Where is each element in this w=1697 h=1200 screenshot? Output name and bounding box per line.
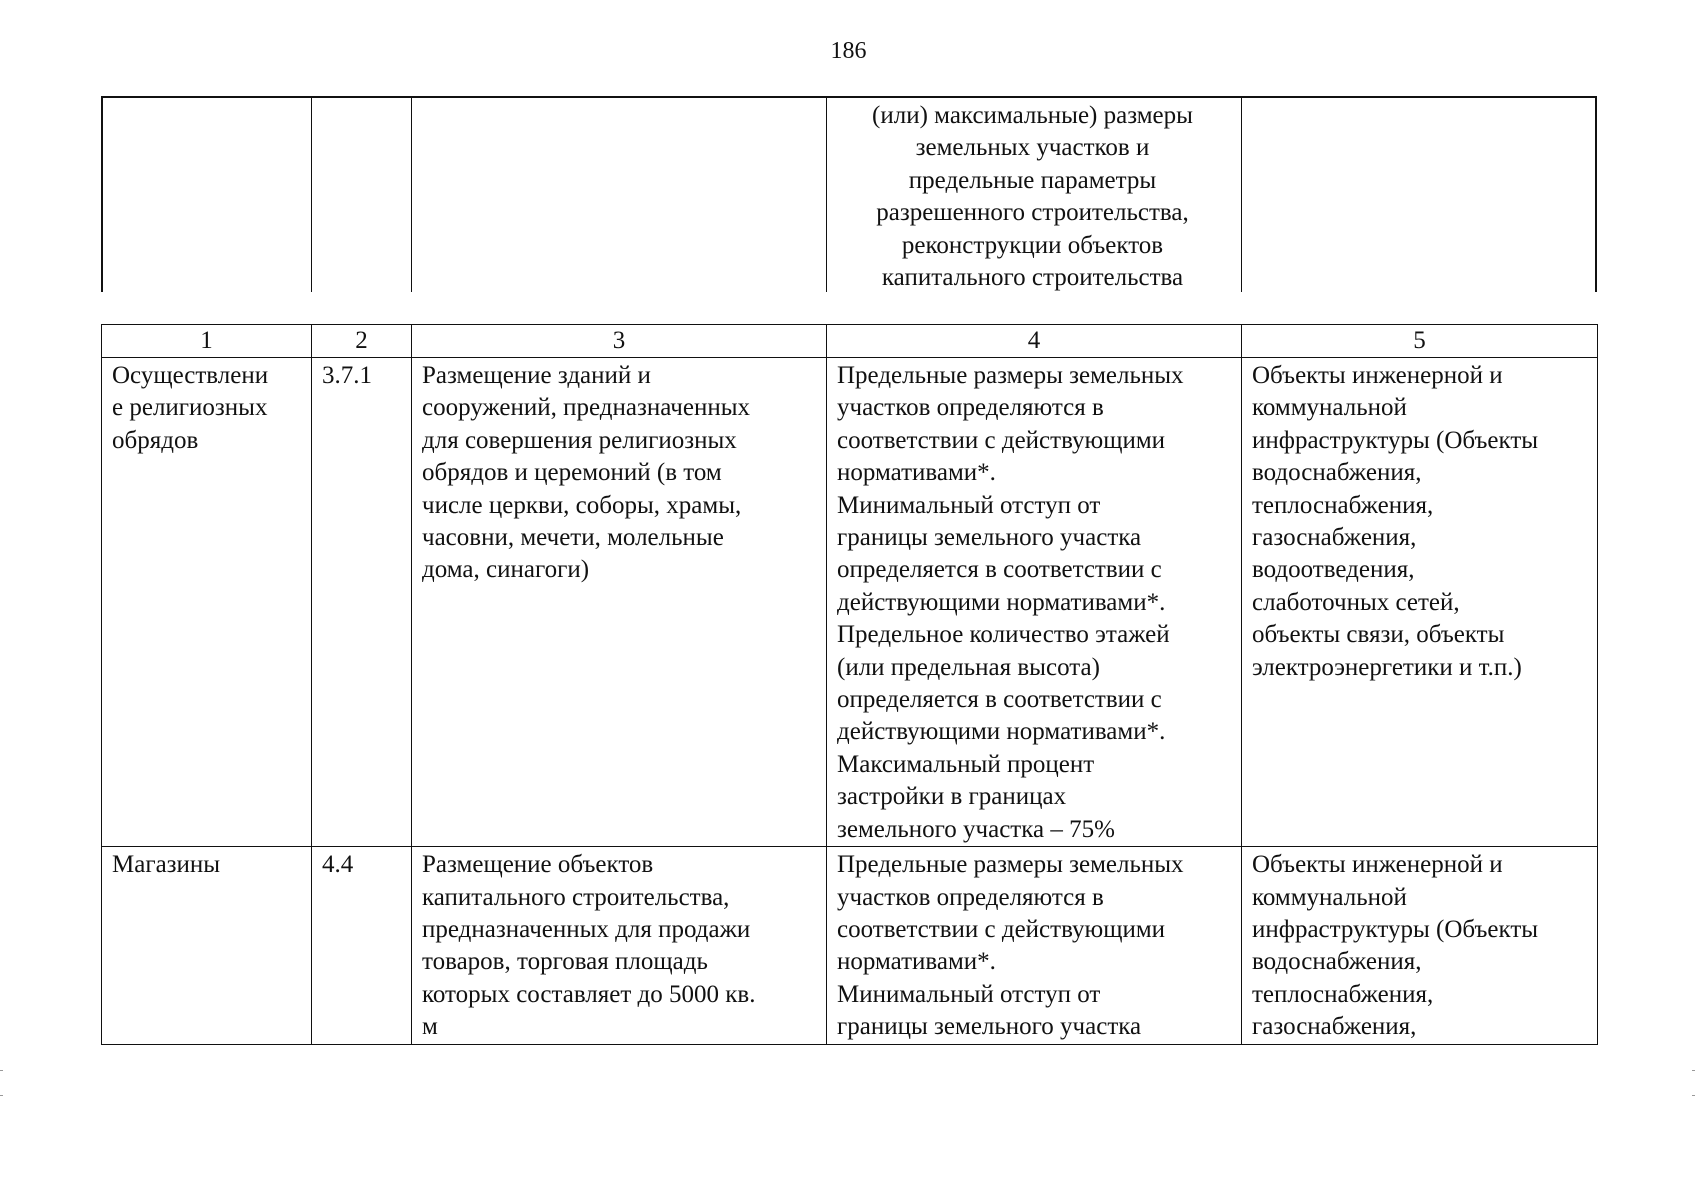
column-divider bbox=[411, 98, 412, 292]
scan-edge-mark bbox=[1692, 1070, 1695, 1096]
use-type-code: 4.4 bbox=[312, 847, 412, 1044]
construction-parameters: Предельные размеры земельных участков определяются в соответствии с действующими нормативами*. Минимальный отступ от границы земельного участка определяется в соответствии с действующими нормативами*. Предельное количество этажей (или предельная высота) определяется в соответствии с действующими нормативами*. Максимальный процент застройки в границах земельного участка – 75% bbox=[827, 358, 1242, 847]
column-number: 5 bbox=[1242, 325, 1598, 358]
column-number: 3 bbox=[412, 325, 827, 358]
continuation-table-fragment bbox=[101, 96, 1597, 292]
column-number: 4 bbox=[827, 325, 1242, 358]
auxiliary-uses: Объекты инженерной и коммунальной инфраструктуры (Объекты водоснабжения, теплоснабжения, газоснабжения, водоотведения, слаботочных сетей, объекты связи, объекты электроэнергетики и т.п.) bbox=[1242, 358, 1598, 847]
column-number: 2 bbox=[312, 325, 412, 358]
page-number: 186 bbox=[830, 38, 867, 64]
land-use-table bbox=[101, 324, 1598, 1045]
column-number-row bbox=[102, 325, 1598, 358]
column-divider bbox=[311, 98, 312, 292]
continuation-cell-col4: (или) максимальные) размеры земельных участков и предельные параметры разрешенного строительства, реконструкции объектов капитального строительства bbox=[872, 102, 1193, 292]
auxiliary-uses: Объекты инженерной и коммунальной инфраструктуры (Объекты водоснабжения, теплоснабжения, газоснабжения, bbox=[1242, 847, 1598, 1044]
construction-parameters: Предельные размеры земельных участков определяются в соответствии с действующими нормативами*. Минимальный отступ от границы земельного участка bbox=[827, 847, 1242, 1044]
use-type-description: Размещение объектов капитального строительства, предназначенных для продажи товаров, торговая площадь которых составляет до 5000 кв. м bbox=[412, 847, 827, 1044]
scan-edge-mark bbox=[0, 1070, 3, 1096]
use-type-name: Магазины bbox=[102, 847, 312, 1044]
use-type-name: Осуществлени е религиозных обрядов bbox=[102, 358, 312, 847]
table-row bbox=[102, 358, 1598, 847]
column-number: 1 bbox=[102, 325, 312, 358]
use-type-description: Размещение зданий и сооружений, предназначенных для совершения религиозных обрядов и церемоний (в том числе церкви, соборы, храмы, часовни, мечети, молельные дома, синагоги) bbox=[412, 358, 827, 847]
column-divider bbox=[1241, 98, 1242, 292]
table-row bbox=[102, 847, 1598, 1044]
use-type-code: 3.7.1 bbox=[312, 358, 412, 847]
